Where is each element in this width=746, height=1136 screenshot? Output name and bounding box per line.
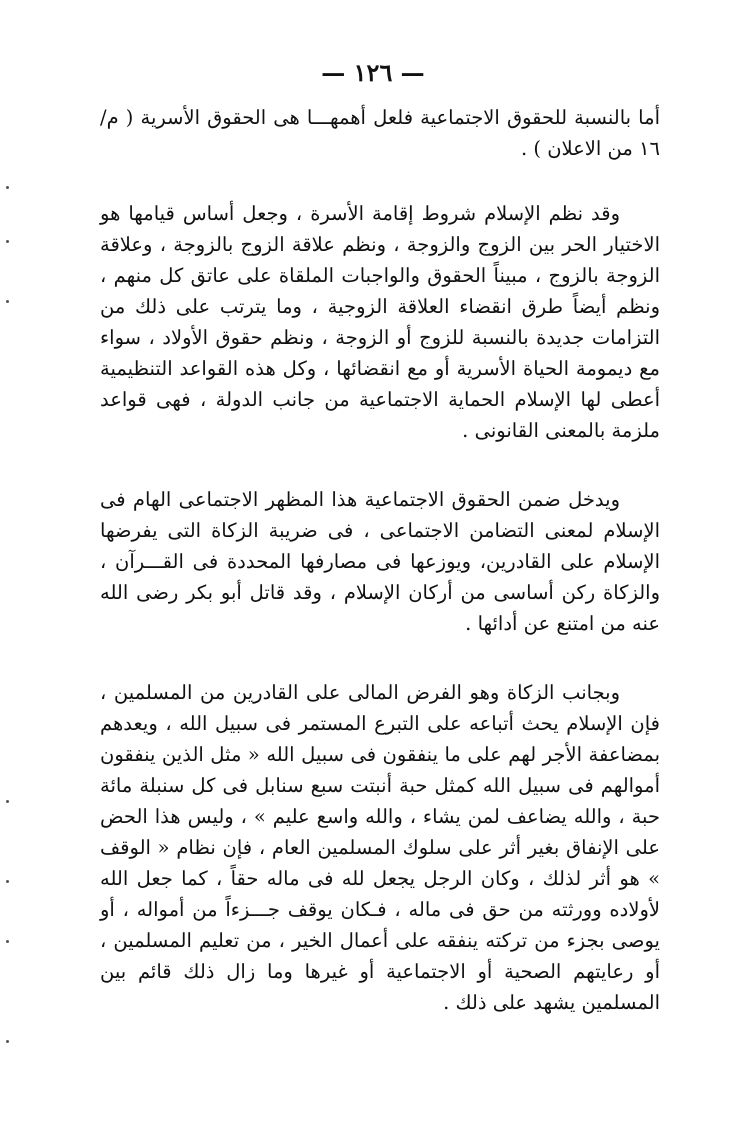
paragraph-zakat: ويدخل ضمن الحقوق الاجتماعية هذا المظهر الاجتماعى الهام فى الإسلام لمعنى التضامن الاجتماعى ، فى ضريبة الزكاة التى يفرضها الإسلام على القادرين، ويوزعها فى مصارفها المحددة فى القـــرآن ، والزكاة ركن أساسى من أركان الإسلام ، وقد قاتل أبو بكر رضى الله عنه من امتنع عن أدائها . bbox=[100, 488, 660, 635]
margin-dot bbox=[6, 300, 9, 303]
margin-dot bbox=[6, 186, 9, 189]
page-number: — ١٢٦ — bbox=[321, 58, 425, 87]
paragraph-charity-waqf: وبجانب الزكاة وهو الفرض المالى على القادرين من المسلمين ، فإن الإسلام يحث أتباعه على التبرع المستمر فى سبيل الله ، ويعدهم بمضاعفة الأجر لهم على ما ينفقون فى سبيل الله « مثل الذين ينفقون أموالهم فى سبيل الله كمثل حبة أنبتت سبع سنابل فى كل سنبلة مائة حبة ، والله يضاعف لمن يشاء ، والله واسع عليم » ، وليس هذا الحض على الإنفاق بغير أثر على سلوك المسلمين العام ، فإن نظام « الوقف » هو أثر لذلك ، وكان الرجل يجعل لله فى ماله حقاً ، كما جعل الله لأولاده وورثته من حق فى ماله ، فـكان يوقف جـــزءاً من أمواله ، أو يوصى بجزء من تركته ينفقه على أعمال الخير ، من تعليم المسلمين ، أو رعايتهم الصحية أو الاجتماعية أو غيرها وما زال ذلك قائم بين المسلمين يشهد على ذلك . bbox=[100, 681, 660, 1014]
page-body bbox=[100, 102, 660, 1018]
margin-dot bbox=[6, 940, 9, 943]
margin-dot bbox=[6, 1040, 9, 1043]
paragraph-islam-family-system: وقد نظم الإسلام شروط إقامة الأسرة ، وجعل أساس قيامها هو الاختيار الحر بين الزوج والزوجة ، ونظم علاقة الزوج بالزوجة ، وعلاقة الزوجة بالزوج ، مبيناً الحقوق والواجبات الملقاة على عاتق كل منهم ، ونظم أيضاً طرق انقضاء العلاقة الزوجية ، وما يترتب على ذلك من التزامات جديدة بالنسبة للزوج أو الزوجة ، ونظم حقوق الأولاد ، سواء مع ديمومة الحياة الأسرية أو مع انقضائها ، وكل هذه القواعد التنظيمية أعطى لها الإسلام الحماية الاجتماعية من جانب الدولة ، فهى قواعد ملزمة بالمعنى القانونى . bbox=[100, 202, 660, 442]
margin-dot bbox=[6, 240, 9, 243]
margin-dot bbox=[6, 800, 9, 803]
paragraph-family-rights: أما بالنسبة للحقوق الاجتماعية فلعل أهمهـــا هى الحقوق الأسرية ( م/١٦ من الاعلان ) . bbox=[100, 106, 660, 160]
margin-dot bbox=[6, 880, 9, 883]
